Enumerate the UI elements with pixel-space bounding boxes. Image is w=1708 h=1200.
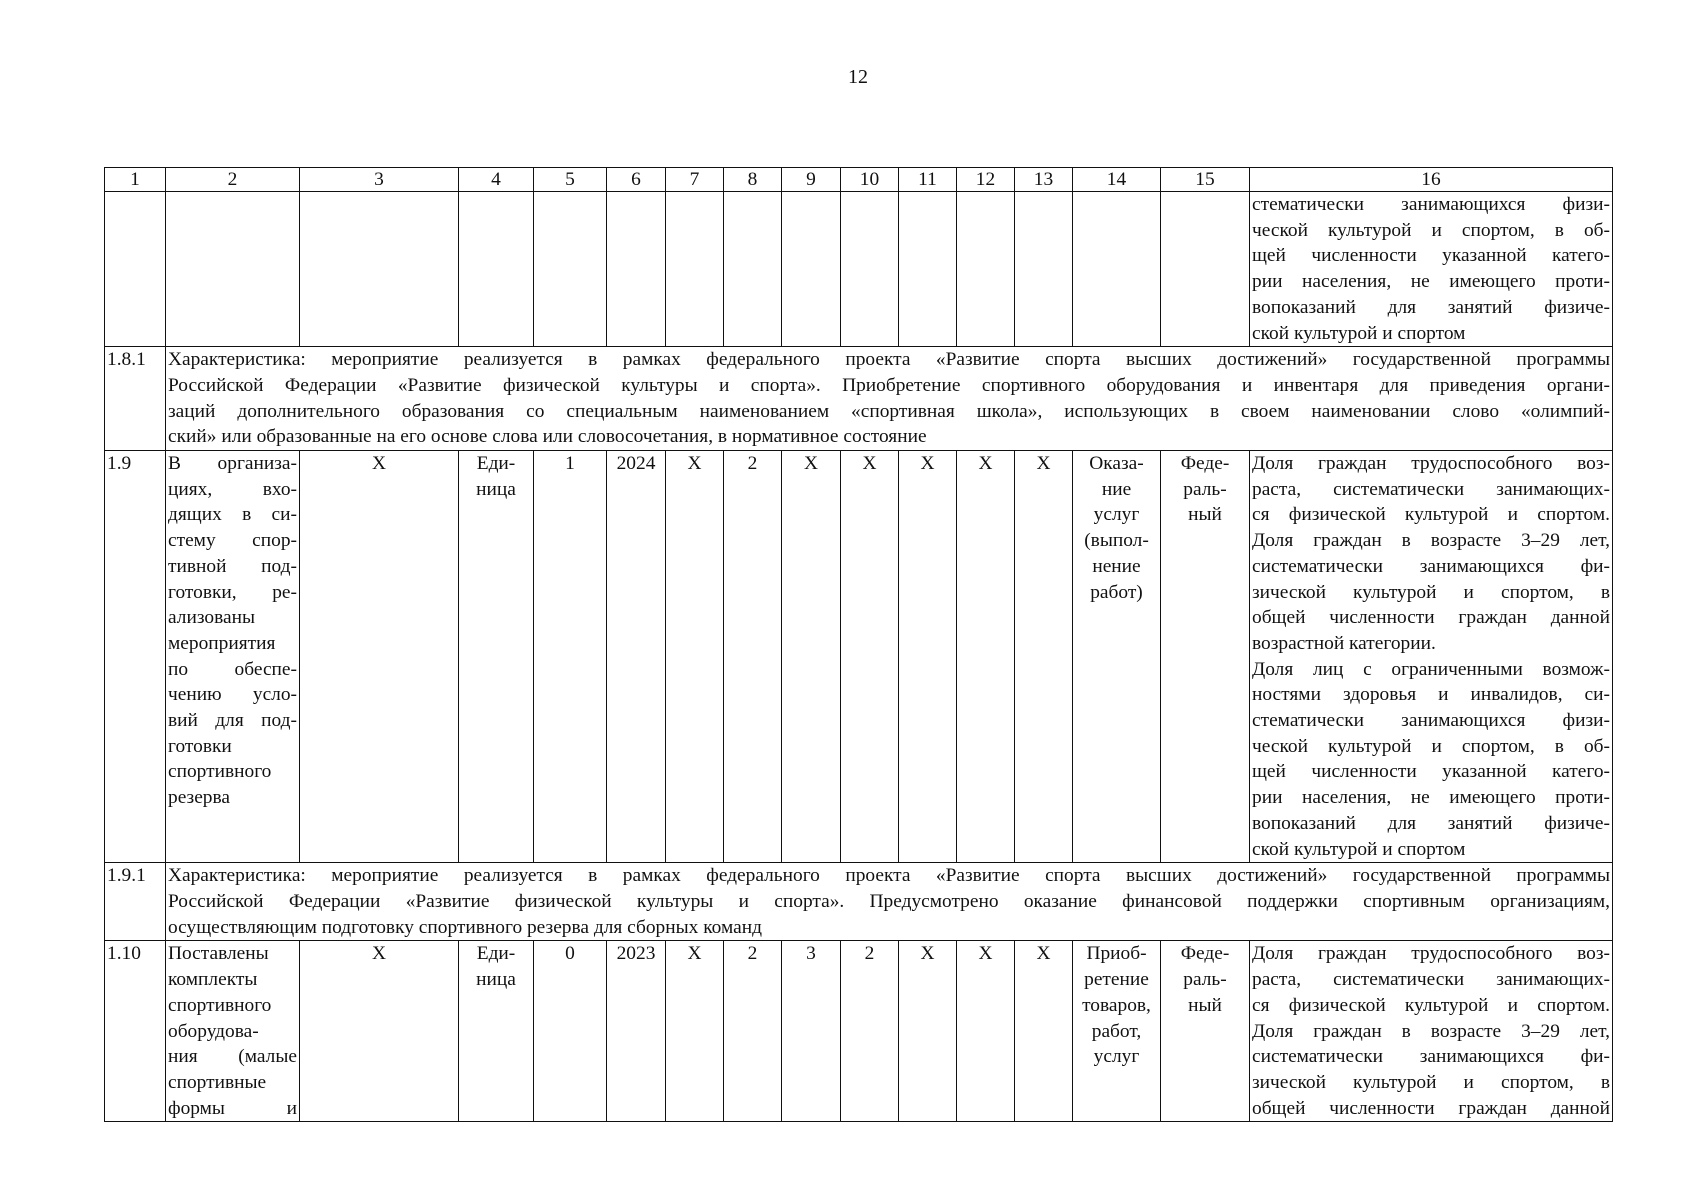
cell-col12: Х (957, 941, 1015, 1122)
header-cell: 6 (607, 168, 666, 192)
row-number: 1.10 (105, 941, 166, 1122)
header-cell: 9 (782, 168, 841, 192)
row-number: 1.9 (105, 451, 166, 863)
cell-col7: Х (666, 451, 724, 863)
row-number: 1.9.1 (105, 863, 166, 941)
unit-cell: Еди- ница (459, 451, 534, 863)
measure-level: Феде- раль- ный (1161, 941, 1250, 1122)
measure-type: Приоб- ретение товаров, работ, услуг (1073, 941, 1161, 1122)
header-cell: 4 (459, 168, 534, 192)
cell-col5: 1 (534, 451, 607, 863)
table-row-1-9 (105, 451, 1613, 863)
cell-col3: Х (300, 941, 459, 1122)
indicators-cell: стематически занимающихся физи- ческой культурой и спортом, в об- щей численности указанной катего- рии населения, не имеющего проти- вопоказаний для занятий физиче- ской культурой и спортом (1250, 192, 1613, 347)
cell-col8: 2 (724, 451, 782, 863)
cell-col10: 2 (841, 941, 899, 1122)
cell-col13: Х (1015, 941, 1073, 1122)
measure-level: Феде- раль- ный (1161, 451, 1250, 863)
year-cell: 2023 (607, 941, 666, 1122)
header-cell: 10 (841, 168, 899, 192)
table-row-characteristic-1-9-1 (105, 863, 1613, 941)
cell-col11: Х (899, 451, 957, 863)
header-cell: 1 (105, 168, 166, 192)
unit-cell: Еди- ница (459, 941, 534, 1122)
cell-col7: Х (666, 941, 724, 1122)
header-cell: 5 (534, 168, 607, 192)
cell-col13: Х (1015, 451, 1073, 863)
header-cell: 8 (724, 168, 782, 192)
measure-type: Оказа- ние услуг (выпол- нение работ) (1073, 451, 1161, 863)
header-cell: 7 (666, 168, 724, 192)
year-cell: 2024 (607, 451, 666, 863)
measure-name: В организа- циях, вхо- дящих в си- стему спор- тивной под- готовки, ре- ализованы мероприятия по обеспе- чению усло- вий для под- готовки спортивного резерва (166, 451, 300, 863)
header-cell: 16 (1250, 168, 1613, 192)
program-table (104, 167, 1613, 1122)
cell-col8: 2 (724, 941, 782, 1122)
header-cell: 13 (1015, 168, 1073, 192)
header-cell: 2 (166, 168, 300, 192)
characteristic-text: Характеристика: мероприятие реализуется в рамках федерального проекта «Развитие спорта высших достижений» государственной программы Российской Федерации «Развитие физической культуры и спорта». Предусмотрено оказание финансовой поддержки спортивным организациям, осуществляющим подготовку спортивного резерва для сборных команд (166, 863, 1613, 941)
table-row-characteristic-1-8-1 (105, 347, 1613, 451)
characteristic-text: Характеристика: мероприятие реализуется в рамках федерального проекта «Развитие спорта высших достижений» государственной программы Российской Федерации «Развитие физической культуры и спорта». Приобретение спортивного оборудования и инвентаря для приведения органи- заций дополнительного образования со специальным наименованием «спортивная школа», использующих в своем наименовании слово «олимпий- ский» или образованные на его основе слова или словосочетания, в нормативное состояние (166, 347, 1613, 451)
header-row (105, 168, 1613, 192)
measure-name: Поставлены комплекты спортивного оборудова- ния (малые спортивные формы и (166, 941, 300, 1122)
cell-col9: Х (782, 451, 841, 863)
row-number: 1.8.1 (105, 347, 166, 451)
cell-col5: 0 (534, 941, 607, 1122)
cell-col3: Х (300, 451, 459, 863)
cell-col9: 3 (782, 941, 841, 1122)
table-row-continuation (105, 192, 1613, 347)
header-cell: 3 (300, 168, 459, 192)
header-cell: 15 (1161, 168, 1250, 192)
cell-col10: Х (841, 451, 899, 863)
indicators-cell: Доля граждан трудоспособного воз- раста, систематически занимающих- ся физической культурой и спортом. Доля граждан в возрасте 3–29 лет, систематически занимающихся фи- зической культурой и спортом, в общей численности граждан данной возрастной категории. Доля лиц с ограниченными возмож- ностями здоровья и инвалидов, си- стематически занимающихся физи- ческой культурой и спортом, в об- щей численности указанной катего- рии населения, не имеющего проти- вопоказаний для занятий физиче- ской культурой и спортом (1250, 451, 1613, 863)
indicators-cell: Доля граждан трудоспособного воз- раста, систематически занимающих- ся физической культурой и спортом. Доля граждан в возрасте 3–29 лет, систематически занимающихся фи- зической культурой и спортом, в общей численности граждан данной (1250, 941, 1613, 1122)
cell-col11: Х (899, 941, 957, 1122)
cell-col12: Х (957, 451, 1015, 863)
page-number: 12 (848, 66, 868, 88)
table-row-1-10 (105, 941, 1613, 1122)
header-cell: 14 (1073, 168, 1161, 192)
header-cell: 12 (957, 168, 1015, 192)
header-cell: 11 (899, 168, 957, 192)
